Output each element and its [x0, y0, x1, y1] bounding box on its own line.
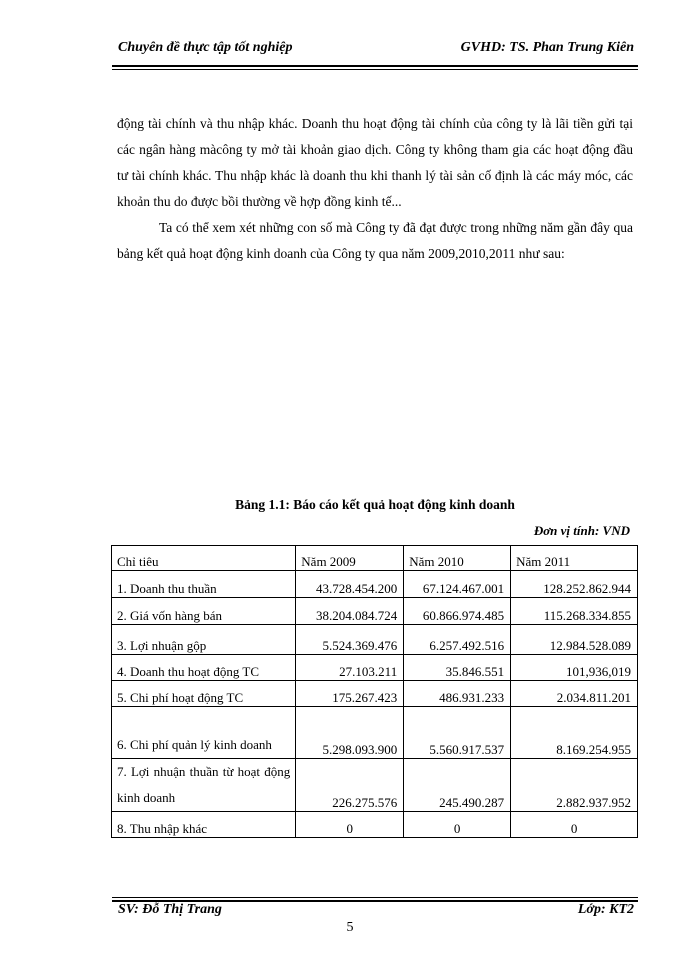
value-2010: 60.866.974.485 — [404, 598, 511, 625]
value-2009: 175.267.423 — [296, 681, 404, 707]
table-row — [112, 681, 638, 707]
header-2010: Năm 2010 — [404, 546, 511, 571]
value-2011: 0 — [511, 812, 638, 838]
row-label: 3. Lợi nhuận gộp — [112, 625, 296, 655]
table-caption: Bảng 1.1: Báo cáo kết quả hoạt động kinh doanh — [235, 497, 515, 512]
student-name: SV: Đỗ Thị Trang — [118, 902, 222, 917]
value-2010: 35.846.551 — [404, 655, 511, 681]
table-row — [112, 812, 638, 838]
row-label: 1. Doanh thu thuần — [112, 571, 296, 598]
value-2010: 245.490.287 — [404, 759, 511, 812]
document-title: Chuyên đề thực tập tốt nghiệp — [118, 40, 293, 55]
value-2009: 0 — [296, 812, 404, 838]
table-unit: Đơn vị tính: VND — [533, 523, 630, 538]
class-name: Lớp: KT2 — [577, 902, 634, 917]
footer-divider-thin — [112, 897, 638, 898]
row-label: 8. Thu nhập khác — [112, 812, 296, 838]
table-row — [112, 571, 638, 598]
table-row — [112, 655, 638, 681]
row-label: 5. Chi phí hoạt động TC — [112, 681, 296, 707]
value-2009: 5.298.093.900 — [296, 707, 404, 759]
value-2009: 43.728.454.200 — [296, 571, 404, 598]
value-2009: 5.524.369.476 — [296, 625, 404, 655]
table-row — [112, 707, 638, 759]
table-row — [112, 625, 638, 655]
table-header-row — [112, 546, 638, 571]
supervisor-name: GVHD: TS. Phan Trung Kiên — [460, 40, 634, 55]
business-results-table — [111, 545, 638, 838]
value-2010: 6.257.492.516 — [404, 625, 511, 655]
value-2010: 0 — [404, 812, 511, 838]
value-2010: 67.124.467.001 — [404, 571, 511, 598]
value-2011: 128.252.862.944 — [511, 571, 638, 598]
table-row — [112, 598, 638, 625]
value-2011: 2.034.811.201 — [511, 681, 638, 707]
value-2009: 38.204.084.724 — [296, 598, 404, 625]
value-2011: 8.169.254.955 — [511, 707, 638, 759]
header-2009: Năm 2009 — [296, 546, 404, 571]
value-2011: 2.882.937.952 — [511, 759, 638, 812]
body-text — [117, 111, 633, 267]
header-divider — [112, 65, 638, 67]
value-2010: 486.931.233 — [404, 681, 511, 707]
row-label: 6. Chi phí quản lý kinh doanh — [112, 707, 296, 759]
value-2009: 27.103.211 — [296, 655, 404, 681]
header-2011: Năm 2011 — [511, 546, 638, 571]
value-2011: 115.268.334.855 — [511, 598, 638, 625]
paragraph-1: động tài chính và thu nhập khác. Doanh thu hoạt động tài chính của công ty là lãi tiền gửi tại các ngân hàng màcông ty mở tài khoản giao dịch. Công ty không tham gia các hoạt động đầu tư tài chính khác. Thu nhập khác là doanh thu khi thanh lý tài sản cố định là các máy móc, các khoản thu do được bồi thường về hợp đồng kinh tế... — [117, 116, 633, 209]
value-2010: 5.560.917.537 — [404, 707, 511, 759]
header-indicator: Chỉ tiêu — [112, 546, 296, 571]
row-label: 7. Lợi nhuận thuần từ hoạt động kinh doanh — [112, 759, 296, 812]
header-divider-thin — [112, 69, 638, 70]
table-row — [112, 759, 638, 812]
page-number: 5 — [346, 920, 354, 935]
row-label: 2. Giá vốn hàng bán — [112, 598, 296, 625]
value-2009: 226.275.576 — [296, 759, 404, 812]
value-2011: 12.984.528.089 — [511, 625, 638, 655]
row-label: 4. Doanh thu hoạt động TC — [112, 655, 296, 681]
paragraph-2: Ta có thể xem xét những con số mà Công ty đã đạt được trong những năm gần đây qua bảng kết quả hoạt động kinh doanh của Công ty qua năm 2009,2010,2011 như sau: — [117, 220, 633, 261]
value-2011: 101,936,019 — [511, 655, 638, 681]
